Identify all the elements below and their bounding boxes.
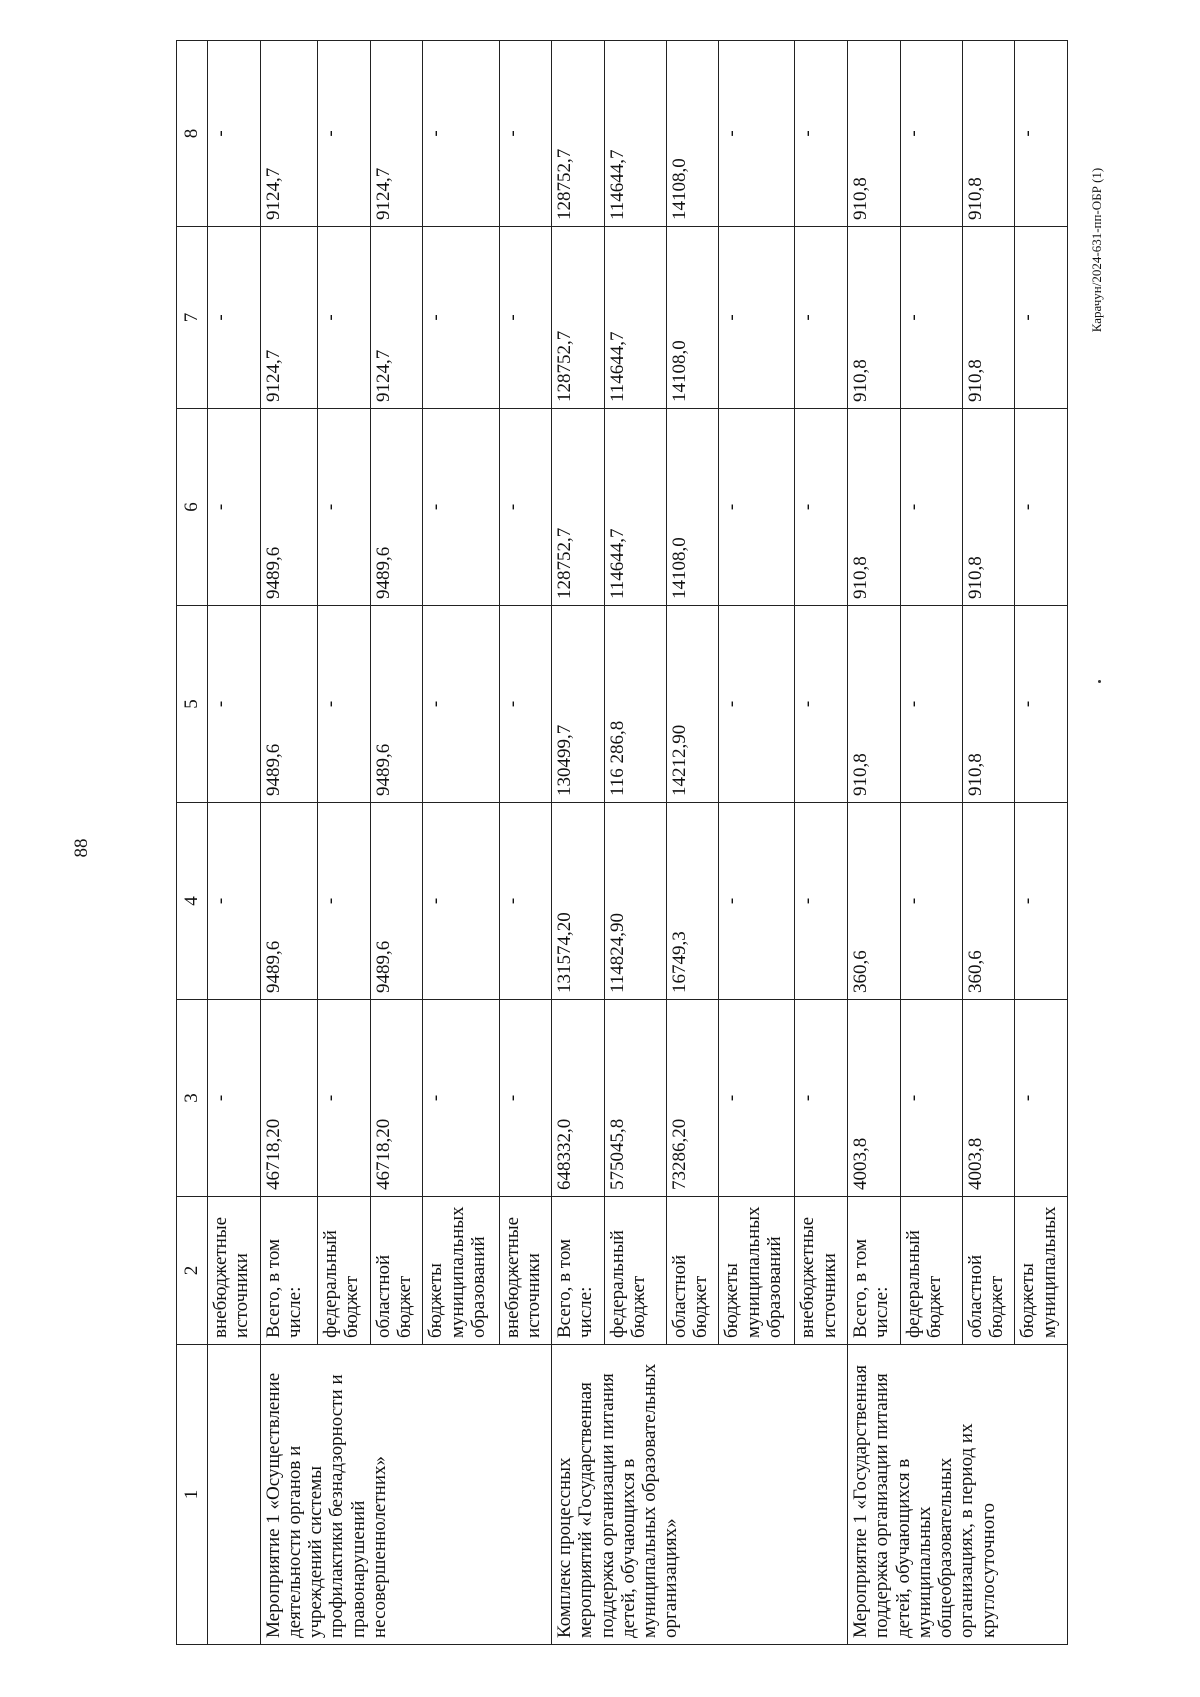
budget-table — [176, 40, 1068, 1645]
amount-cell: - — [499, 227, 552, 409]
amount-cell: - — [207, 409, 260, 606]
amount-cell: 128752,7 — [552, 227, 605, 409]
amount-cell: 9489,6 — [260, 409, 318, 606]
amount-cell: 910,8 — [848, 409, 901, 606]
amount-cell: - — [719, 803, 795, 1000]
amount-cell: - — [499, 606, 552, 803]
column-number: 7 — [177, 227, 208, 409]
amount-cell: - — [318, 803, 371, 1000]
funding-source-cell: внебюджетные источники — [795, 1197, 848, 1345]
amount-cell: - — [318, 227, 371, 409]
amount-cell: - — [795, 606, 848, 803]
amount-cell: 46718,20 — [370, 1000, 423, 1197]
table-row — [848, 41, 901, 1645]
amount-cell: 16749,3 — [666, 803, 719, 1000]
amount-cell: - — [423, 409, 499, 606]
amount-cell: - — [423, 1000, 499, 1197]
column-number: 5 — [177, 606, 208, 803]
amount-cell: 46718,20 — [260, 1000, 318, 1197]
amount-cell: - — [1015, 409, 1068, 606]
amount-cell: 114644,7 — [604, 41, 666, 227]
amount-cell: - — [1015, 41, 1068, 227]
amount-cell: 130499,7 — [552, 606, 605, 803]
amount-cell: - — [900, 606, 962, 803]
amount-cell: - — [719, 1000, 795, 1197]
activity-name-cell: Мероприятие 1 «Государственная поддержка организации питания детей, обучающихся в муниципальных общеобразовательных организациях, в период их круглосуточного — [848, 1345, 1068, 1645]
amount-cell: - — [499, 409, 552, 606]
amount-cell: - — [795, 803, 848, 1000]
amount-cell: 128752,7 — [552, 409, 605, 606]
amount-cell: 131574,20 — [552, 803, 605, 1000]
amount-cell: - — [795, 409, 848, 606]
amount-cell: - — [900, 409, 962, 606]
amount-cell: - — [719, 409, 795, 606]
amount-cell: - — [795, 41, 848, 227]
column-number-row — [177, 41, 208, 1645]
amount-cell: - — [423, 41, 499, 227]
amount-cell: 14108,0 — [666, 409, 719, 606]
amount-cell: 9124,7 — [260, 41, 318, 227]
table-row — [207, 41, 260, 1645]
amount-cell: 910,8 — [848, 41, 901, 227]
amount-cell: 114824,90 — [604, 803, 666, 1000]
amount-cell: 14108,0 — [666, 227, 719, 409]
funding-source-cell: федеральный бюджет — [318, 1197, 371, 1345]
amount-cell: - — [900, 41, 962, 227]
amount-cell: 9124,7 — [260, 227, 318, 409]
amount-cell: 648332,0 — [552, 1000, 605, 1197]
scan-speck — [1098, 680, 1101, 683]
amount-cell: - — [318, 409, 371, 606]
amount-cell: 9489,6 — [260, 606, 318, 803]
funding-source-cell: областной бюджет — [962, 1197, 1015, 1345]
amount-cell: 9124,7 — [370, 227, 423, 409]
amount-cell: - — [207, 41, 260, 227]
funding-source-cell: областной бюджет — [370, 1197, 423, 1345]
amount-cell: - — [1015, 803, 1068, 1000]
amount-cell: 360,6 — [848, 803, 901, 1000]
amount-cell: - — [207, 227, 260, 409]
amount-cell: 575045,8 — [604, 1000, 666, 1197]
amount-cell: - — [719, 41, 795, 227]
activity-name-cell: Комплекс процессных мероприятий «Государственная поддержка организации питания детей, обучающихся в муниципальных образовательных организациях» — [552, 1345, 848, 1645]
funding-source-cell: внебюджетные источники — [499, 1197, 552, 1345]
activity-name-cell: Мероприятие 1 «Осуществление деятельности органов и учреждений системы профилактики безнадзорности и правонарушений несовершеннолетних» — [260, 1345, 552, 1645]
amount-cell: 114644,7 — [604, 227, 666, 409]
amount-cell: - — [1015, 227, 1068, 409]
funding-source-cell: федеральный бюджет — [604, 1197, 666, 1345]
amount-cell: - — [795, 227, 848, 409]
amount-cell: - — [207, 606, 260, 803]
funding-source-cell: внебюджетные источники — [207, 1197, 260, 1345]
funding-source-cell: Всего, в том числе: — [552, 1197, 605, 1345]
funding-source-cell: бюджеты муниципальных — [1015, 1197, 1068, 1345]
amount-cell: - — [900, 1000, 962, 1197]
amount-cell: - — [1015, 1000, 1068, 1197]
amount-cell: - — [719, 606, 795, 803]
funding-source-cell: Всего, в том числе: — [848, 1197, 901, 1345]
amount-cell: 9124,7 — [370, 41, 423, 227]
funding-source-cell: федеральный бюджет — [900, 1197, 962, 1345]
funding-source-cell: бюджеты муниципальных образований — [719, 1197, 795, 1345]
amount-cell: 9489,6 — [370, 409, 423, 606]
table-body — [177, 41, 1068, 1645]
document-code: Карачун/2024-631-пп-ОБР (1) — [1089, 167, 1104, 333]
column-number: 2 — [177, 1197, 208, 1345]
amount-cell: - — [423, 606, 499, 803]
amount-cell: 14212,90 — [666, 606, 719, 803]
amount-cell: 9489,6 — [370, 803, 423, 1000]
column-number: 1 — [177, 1345, 208, 1645]
amount-cell: 73286,20 — [666, 1000, 719, 1197]
funding-source-cell: бюджеты муниципальных образований — [423, 1197, 499, 1345]
column-number: 3 — [177, 1000, 208, 1197]
amount-cell: 114644,7 — [604, 409, 666, 606]
amount-cell: - — [423, 227, 499, 409]
amount-cell: 14108,0 — [666, 41, 719, 227]
budget-table-rotated — [176, 41, 1068, 1645]
funding-source-cell: Всего, в том числе: — [260, 1197, 318, 1345]
amount-cell: - — [1015, 606, 1068, 803]
amount-cell: 4003,8 — [848, 1000, 901, 1197]
amount-cell: 4003,8 — [962, 1000, 1015, 1197]
amount-cell: 116 286,8 — [604, 606, 666, 803]
amount-cell: - — [795, 1000, 848, 1197]
amount-cell: - — [207, 803, 260, 1000]
amount-cell: - — [318, 1000, 371, 1197]
amount-cell: - — [318, 41, 371, 227]
amount-cell: 128752,7 — [552, 41, 605, 227]
amount-cell: - — [499, 41, 552, 227]
table-row — [552, 41, 605, 1645]
amount-cell: 9489,6 — [260, 803, 318, 1000]
amount-cell: 910,8 — [848, 227, 901, 409]
activity-name-cell — [207, 1345, 260, 1645]
column-number: 6 — [177, 409, 208, 606]
amount-cell: 9489,6 — [370, 606, 423, 803]
amount-cell: - — [719, 227, 795, 409]
table-row — [260, 41, 318, 1645]
column-number: 4 — [177, 803, 208, 1000]
amount-cell: 360,6 — [962, 803, 1015, 1000]
amount-cell: - — [318, 606, 371, 803]
page-number: 88 — [71, 838, 92, 858]
amount-cell: - — [499, 803, 552, 1000]
amount-cell: 910,8 — [962, 41, 1015, 227]
amount-cell: - — [900, 227, 962, 409]
amount-cell: 910,8 — [962, 227, 1015, 409]
amount-cell: - — [423, 803, 499, 1000]
amount-cell: - — [499, 1000, 552, 1197]
column-number: 8 — [177, 41, 208, 227]
amount-cell: - — [900, 803, 962, 1000]
funding-source-cell: областной бюджет — [666, 1197, 719, 1345]
amount-cell: 910,8 — [962, 409, 1015, 606]
amount-cell: - — [207, 1000, 260, 1197]
amount-cell: 910,8 — [848, 606, 901, 803]
amount-cell: 910,8 — [962, 606, 1015, 803]
